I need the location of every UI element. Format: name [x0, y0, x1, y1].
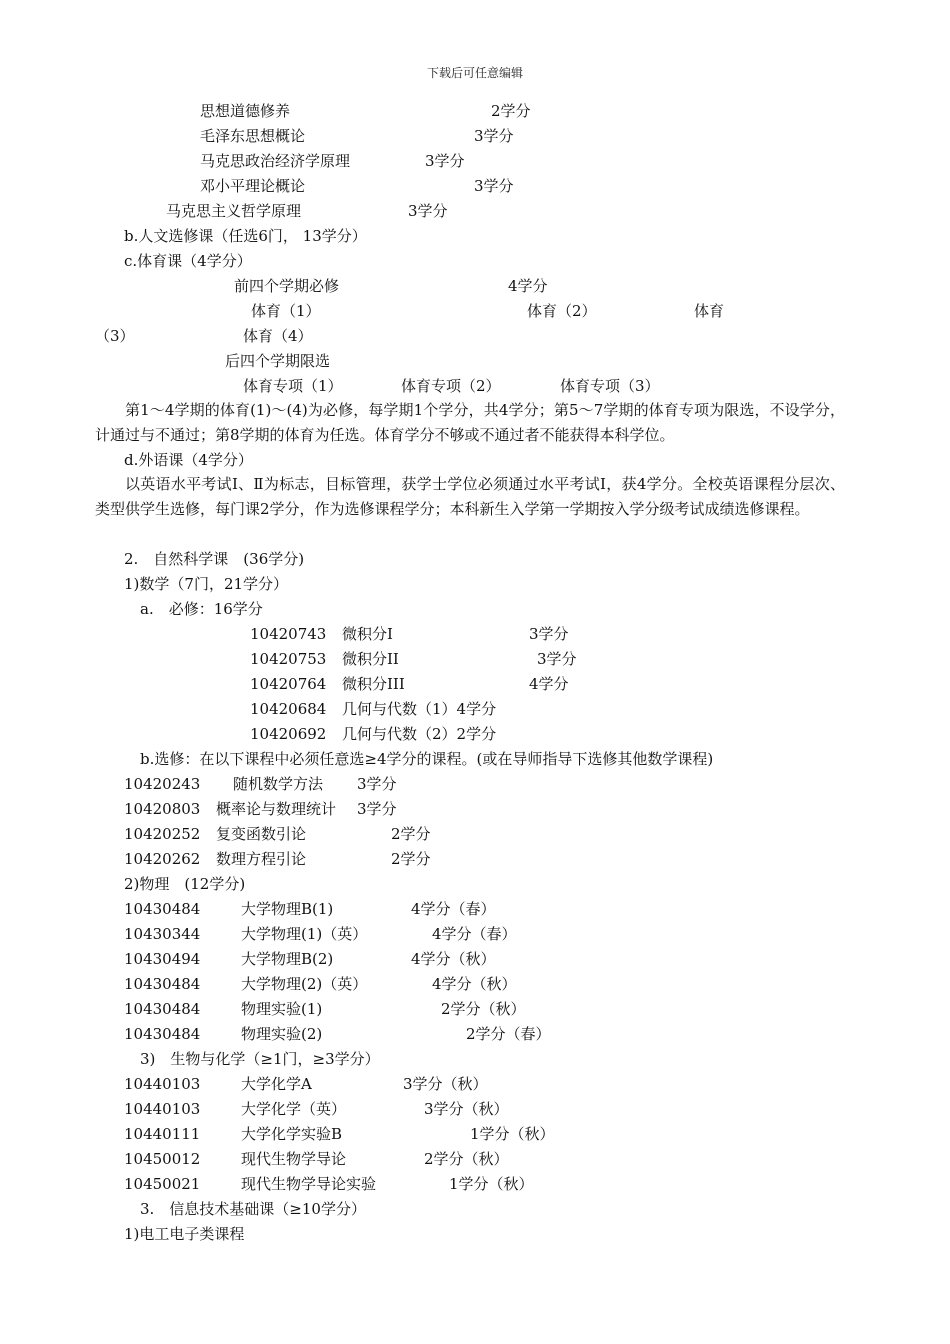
course-name: 几何与代数（1）4学分 [342, 700, 497, 718]
course-code: 10450021 [124, 1175, 201, 1193]
course-name: 复变函数引论 [216, 825, 307, 843]
course-code: 10420692 [250, 725, 327, 743]
course-name: 大学物理(1)（英） [241, 925, 368, 943]
pe-4: 体育（4） [243, 327, 313, 345]
course-name: 思想道德修养 [200, 102, 291, 120]
course-credit: 1学分（秋） [449, 1175, 534, 1193]
course-credit: 3学分 [474, 127, 514, 145]
course-credit: 4学分 [529, 675, 569, 693]
course-code: 10420252 [124, 825, 201, 843]
course-credit: 2学分 [391, 825, 431, 843]
course-code: 10420803 [124, 800, 201, 818]
course-credit: 3学分 [529, 625, 569, 643]
course-name: 微积分I [342, 625, 393, 643]
course-code: 10430484 [124, 1025, 201, 1043]
course-name: 现代生物学导论实验 [241, 1175, 377, 1193]
course-name: 大学化学（英） [241, 1100, 347, 1118]
course-name: 物理实验(2) [241, 1025, 323, 1043]
pe-first-four: 前四个学期必修 [234, 277, 340, 295]
course-code: 10430494 [124, 950, 201, 968]
pe-3-part-b: （3） [95, 327, 135, 345]
course-code: 10420753 [250, 650, 327, 668]
course-code: 10430484 [124, 900, 201, 918]
course-credit: 3学分 [537, 650, 577, 668]
pe-last-four: 后四个学期限选 [225, 352, 331, 370]
course-code: 10420743 [250, 625, 327, 643]
course-credit: 2学分（秋） [441, 1000, 526, 1018]
course-credit: 3学分 [474, 177, 514, 195]
it-title: 3. 信息技术基础课（≥10学分） [140, 1200, 366, 1218]
course-credit: 3学分 [357, 800, 397, 818]
course-code: 10440103 [124, 1075, 201, 1093]
course-credit: 2学分 [491, 102, 531, 120]
course-credit: 4学分（春） [411, 900, 496, 918]
course-name: 大学化学A [241, 1075, 312, 1093]
course-name: 大学化学实验B [241, 1125, 343, 1143]
course-name: 马克思政治经济学原理 [200, 152, 351, 170]
pe-3-part-a: 体育 [694, 302, 725, 320]
math-elective-title: b.选修：在以下课程中必须任意选≥4学分的课程。(或在导师指导下选修其他数学课程) [140, 750, 714, 768]
foreign-note: 以英语水平考试Ⅰ、Ⅱ为标志，目标管理，获学士学位必须通过水平考试Ⅰ，获4学分。全校英语课程分层次、类型供学生选修，每门课2学分，作为选修课程学分；本科新生入学第一学期按入学分级考试成绩选修课程。 [95, 475, 845, 518]
course-name: 马克思主义哲学原理 [166, 202, 302, 220]
science-title: 2. 自然科学课 (36学分) [124, 550, 305, 568]
humanities-title: b.人文选修课（任选6门， 13学分） [124, 227, 367, 245]
course-code: 10430484 [124, 1000, 201, 1018]
math-required-title: a. 必修：16学分 [140, 600, 263, 618]
course-credit: 3学分（秋） [403, 1075, 488, 1093]
course-credit: 2学分（春） [466, 1025, 551, 1043]
course-credit: 1学分（秋） [470, 1125, 555, 1143]
course-credit: 4学分（秋） [411, 950, 496, 968]
pe-2: 体育（2） [527, 302, 597, 320]
pe-special-3: 体育专项（3） [560, 377, 660, 395]
course-code: 10420684 [250, 700, 327, 718]
course-name: 数理方程引论 [216, 850, 307, 868]
course-name: 现代生物学导论 [241, 1150, 347, 1168]
course-code: 10440111 [124, 1125, 201, 1143]
course-name: 概率论与数理统计 [216, 800, 337, 818]
course-name: 大学物理B(1) [241, 900, 334, 918]
course-credit: 3学分 [425, 152, 465, 170]
course-name: 几何与代数（2）2学分 [342, 725, 497, 743]
course-name: 物理实验(1) [241, 1000, 323, 1018]
course-code: 10440103 [124, 1100, 201, 1118]
course-code: 10430484 [124, 975, 201, 993]
course-name: 微积分III [342, 675, 405, 693]
course-code: 10420262 [124, 850, 201, 868]
biochem-title: 3) 生物与化学（≥1门，≥3学分） [140, 1050, 380, 1068]
pe-title: c.体育课（4学分） [124, 252, 252, 270]
course-credit: 3学分 [408, 202, 448, 220]
course-code: 10420764 [250, 675, 327, 693]
course-code: 10420243 [124, 775, 201, 793]
foreign-title: d.外语课（4学分） [124, 451, 253, 469]
math-title: 1)数学（7门，21学分） [124, 575, 289, 593]
page-header: 下载后可任意编辑 [426, 66, 523, 80]
pe-note: 第1～4学期的体育(1)～(4)为必修，每学期1个学分，共4学分；第5～7学期的体育专项为限选，不设学分，计通过与不通过；第8学期的体育为任选。体育学分不够或不通过者不能获得本科学位。 [95, 401, 845, 444]
course-name: 大学物理B(2) [241, 950, 334, 968]
course-credit: 4学分（秋） [432, 975, 517, 993]
course-credit: 4学分（春） [432, 925, 517, 943]
course-credit: 2学分 [391, 850, 431, 868]
course-name: 随机数学方法 [233, 775, 324, 793]
physics-title: 2)物理 (12学分) [124, 875, 246, 893]
course-name: 大学物理(2)（英） [241, 975, 368, 993]
course-credit: 3学分 [357, 775, 397, 793]
pe-first-four-credit: 4学分 [508, 277, 548, 295]
course-name: 毛泽东思想概论 [200, 127, 306, 145]
course-name: 邓小平理论概论 [200, 177, 306, 195]
pe-special-1: 体育专项（1） [243, 377, 343, 395]
course-name: 微积分II [342, 650, 399, 668]
course-credit: 3学分（秋） [424, 1100, 509, 1118]
pe-1: 体育（1） [251, 302, 321, 320]
course-code: 10430344 [124, 925, 201, 943]
it-subtitle: 1)电工电子类课程 [124, 1225, 245, 1243]
course-code: 10450012 [124, 1150, 201, 1168]
course-credit: 2学分（秋） [424, 1150, 509, 1168]
pe-special-2: 体育专项（2） [401, 377, 501, 395]
